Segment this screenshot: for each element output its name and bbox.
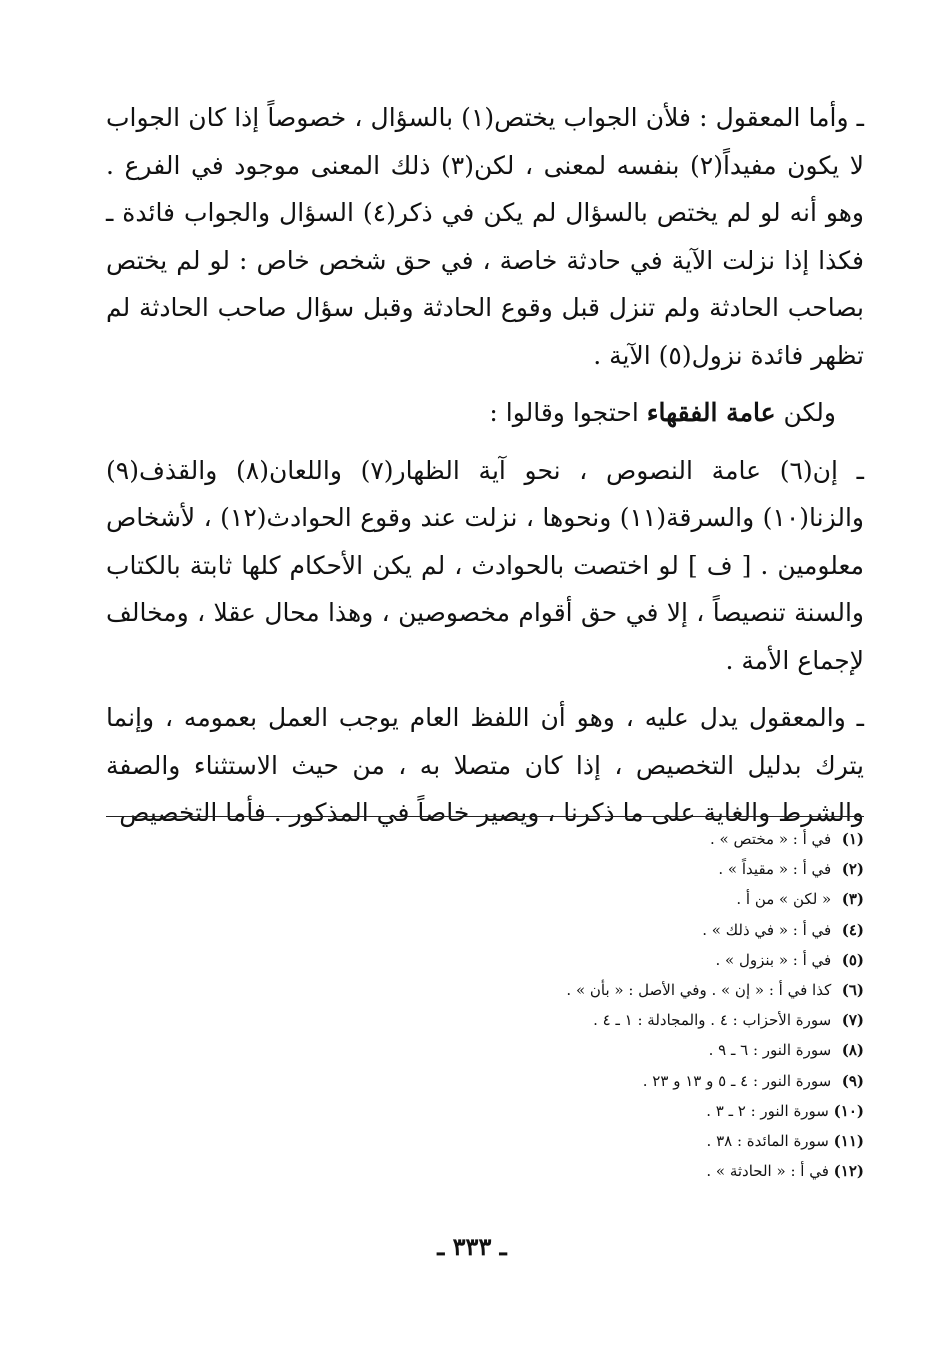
footnote-number: (١١) <box>833 1132 864 1151</box>
footnote <box>164 975 864 1005</box>
footnote <box>164 1066 864 1096</box>
footnote-number: (٨) <box>841 1041 864 1060</box>
section-heading <box>106 389 864 437</box>
heading-bold: عامة الفقهاء <box>646 398 776 427</box>
footnote <box>164 1126 864 1156</box>
footnote-text: سورة النور : ٦ ـ ٩ . <box>708 1041 832 1060</box>
footnote <box>164 1096 864 1126</box>
footnote-text: في أ : « مقيداً » . <box>718 860 832 879</box>
footnote-divider <box>106 816 864 817</box>
footnote-number: (٢) <box>841 860 864 879</box>
footnote-text: سورة النور : ٢ ـ ٣ . <box>706 1101 829 1120</box>
footnote-text: سورة الأحزاب : ٤ . والمجادلة : ١ ـ ٤ . <box>593 1011 832 1030</box>
paragraph-reasoning: ـ وأما المعقول : فلأن الجواب يختص(١) بالسؤال ، خصوصاً إذا كان الجواب لا يكون مفيداً(٢) بنفسه لمعنى ، لكن(٣) ذلك المعنى موجود في الفرع . وهو أنه لو لم يختص بالسؤال لم يكن في ذكر(٤) السؤال والجواب فائدة ـ فكذا إذا نزلت الآية في حادثة خاصة ، في حق شخص خاص : لو لم يختص بصاحب الحادثة ولم تنزل قبل وقوع الحادثة وقبل سؤال صاحب الحادثة لم تظهر فائدة نزول(٥) الآية . <box>106 103 865 370</box>
footnote-number: (١٠) <box>833 1101 864 1120</box>
footnote-number: (٧) <box>841 1011 864 1030</box>
footnote-number: (٥) <box>841 950 864 969</box>
footnote <box>164 824 864 854</box>
footnote <box>164 1005 864 1035</box>
footnotes <box>164 824 864 1186</box>
footnote <box>164 854 864 884</box>
footnote-text: سورة المائدة : ٣٨ . <box>706 1132 829 1151</box>
main-text <box>106 94 864 837</box>
footnote-text: في أ : « الحادثة » . <box>706 1162 829 1181</box>
footnote <box>164 884 864 914</box>
footnote-number: (٣) <box>841 890 864 909</box>
footnote <box>164 1156 864 1186</box>
page-number: ـ ٣٣٣ ـ <box>437 1232 507 1261</box>
footnote-text: كذا في أ : « إن » . وفي الأصل : « بأن » . <box>566 981 832 1000</box>
footnote-number: (٦) <box>841 981 864 1000</box>
paragraph-reason: ـ والمعقول يدل عليه ، وهو أن اللفظ العام يوجب العمل بعمومه ، وإنما يترك بدليل التخصيص ، إذا كان متصلا به ، من حيث الاستثناء والصفة والشرط والغاية على ما ذكرنا ، ويصير خاصاً في المذكور . فأما التخصيص <box>106 703 864 827</box>
footnote-number: (٩) <box>841 1071 864 1090</box>
footnote <box>164 915 864 945</box>
footnote-number: (١) <box>841 830 864 848</box>
footnote-text: في أ : « في ذلك » . <box>702 920 832 939</box>
footnote <box>164 1035 864 1065</box>
heading-suffix: احتجوا وقالوا : <box>489 398 647 427</box>
heading-prefix: ولكن <box>775 398 836 427</box>
footnote-text: سورة النور : ٤ ـ ٥ و ١٣ و ٢٣ . <box>642 1071 832 1090</box>
footnote <box>164 945 864 975</box>
footnote-text: في أ : « بنزول » . <box>715 950 832 969</box>
footnote-text: في أ : « مختص » . <box>709 830 832 848</box>
footnote-number: (١٢) <box>833 1162 864 1181</box>
footnote-number: (٤) <box>841 920 864 939</box>
paragraph-evidence: ـ إن(٦) عامة النصوص ، نحو آية الظهار(٧) واللعان(٨) والقذف(٩) والزنا(١٠) والسرقة(١١) ونحوها ، نزلت عند وقوع الحوادث(١٢) ، لأشخاص معلومين . [ ف ] لو اختصت بالحوادث ، لم يكن الأحكام كلها ثابتة بالكتاب والسنة تنصيصاً ، إلا في حق أقوام مخصوصين ، وهذا محال عقلا ، ومخالف لإجماع الأمة . <box>106 455 865 675</box>
footnote-text: « لكن » من أ . <box>736 890 832 909</box>
